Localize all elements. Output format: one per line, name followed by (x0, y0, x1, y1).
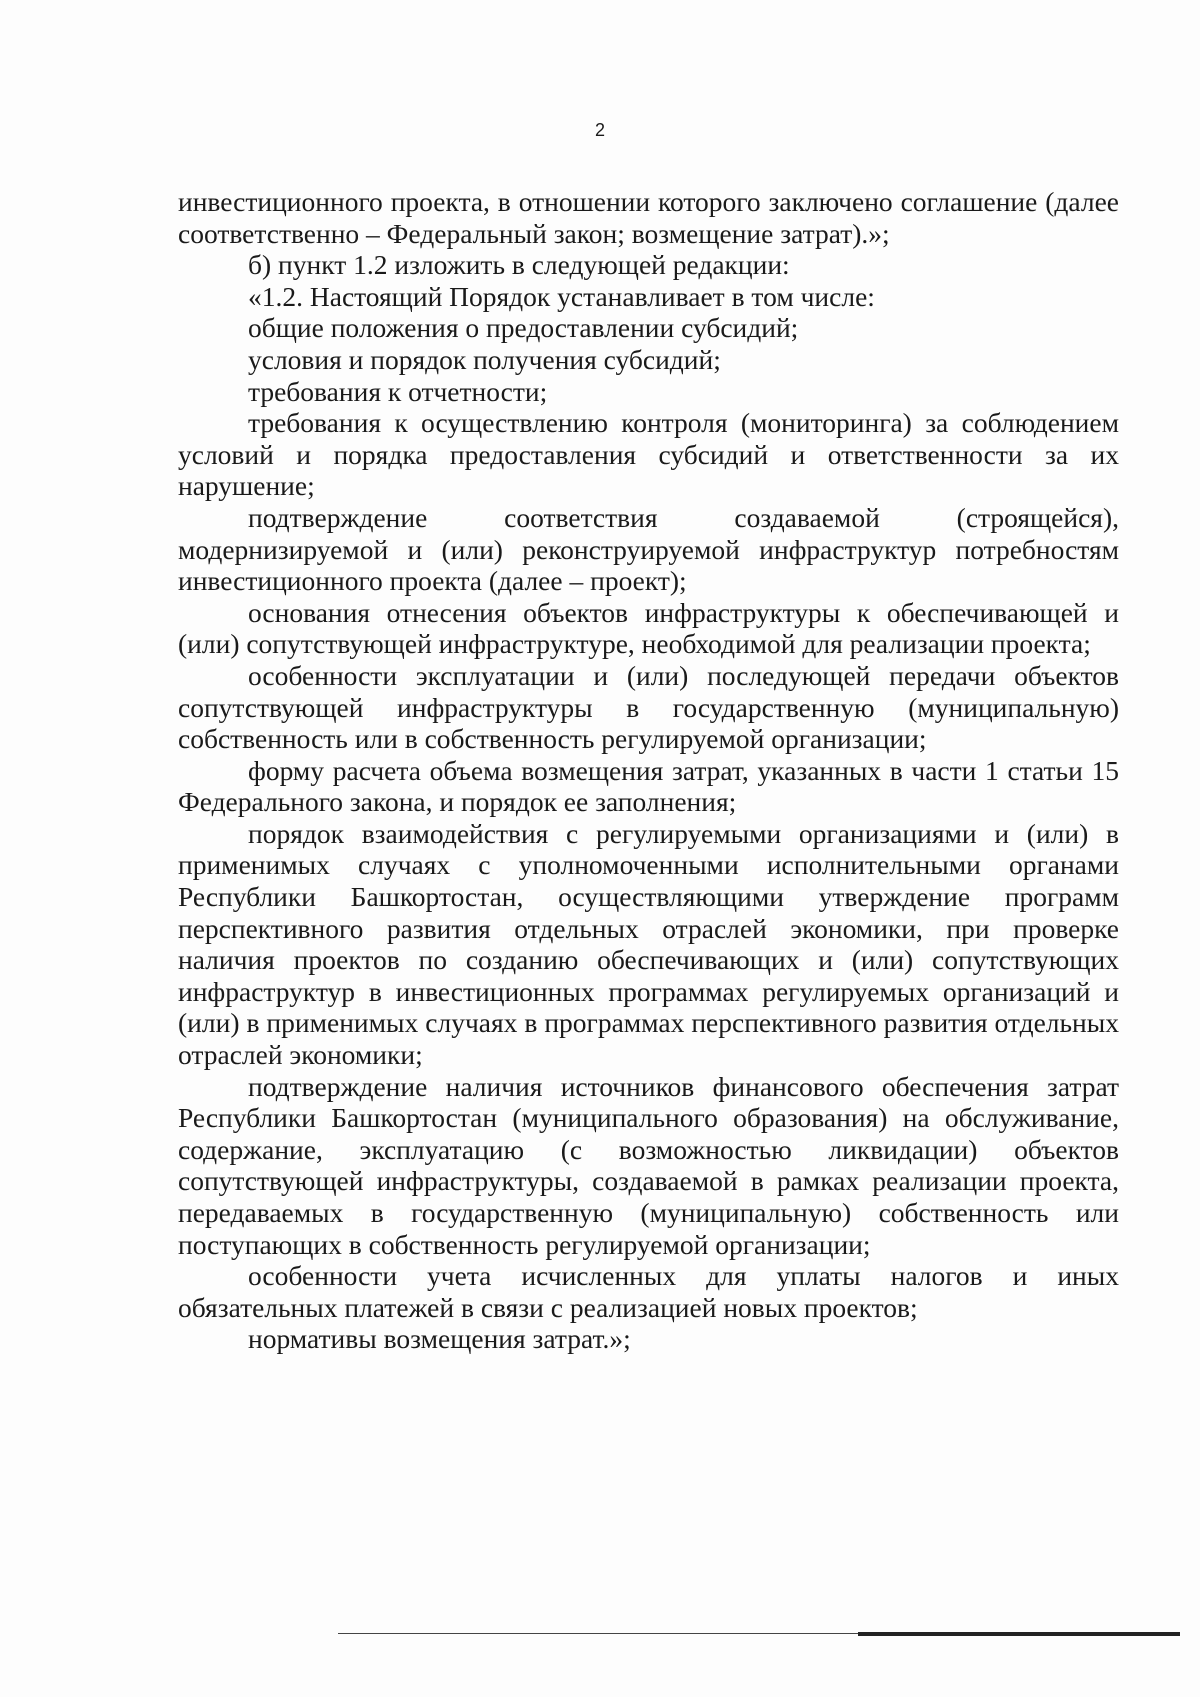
paragraph-clause-1-2: «1.2. Настоящий Порядок устанавливает в том числе: (248, 280, 875, 312)
list-item: требования к осуществлению контроля (мониторинга) за соблюдением условий и порядка предоставления субсидий и ответственности за их нарушение; (178, 407, 1119, 502)
list-item: порядок взаимодействия с регулируемыми организациями и (или) в применимых случаях с уполномоченными исполнительными органами Республики Башкортостан, осуществляющими утверждение программ перспективного развития отдельных отраслей экономики, при проверке наличия проектов по созданию обеспечивающих и (или) сопутствующих инфраструктур в инвестиционных программах регулируемых организаций и (или) в применимых случаях в программах перспективного развития отдельных отраслей экономики; (178, 817, 1119, 1071)
list-item: общие положения о предоставлении субсидий; (248, 312, 799, 344)
list-item: подтверждение соответствия создаваемой (строящейся), модернизируемой и (или) реконструируемой инфраструктур потребностям инвестиционного проекта (далее – проект); (178, 501, 1119, 597)
list-item: особенности учета исчисленных для уплаты налогов и иных обязательных платежей в связи с реализацией новых проектов; (178, 1260, 1119, 1323)
paragraph-item-b: б) пункт 1.2 изложить в следующей редакции: (248, 249, 790, 281)
list-item: подтверждение наличия источников финансового обеспечения затрат Республики Башкортостан (муниципального образования) на обслуживание, содержание, эксплуатацию (с возможностью ликвидации) объектов сопутствующей инфраструктуры, создаваемой в рамках реализации проекта, передаваемых в государственную (муниципальную) собственность или поступающих в собственность регулируемой организации; (178, 1070, 1119, 1260)
list-item: условия и порядок получения субсидий; (248, 343, 721, 375)
document-body (178, 186, 1119, 1355)
page-number: 2 (594, 120, 605, 140)
list-item: особенности эксплуатации и (или) последующей передачи объектов сопутствующей инфраструктуры в государственную (муниципальную) собственность или в собственность регулируемой организации; (178, 659, 1119, 755)
list-item: форму расчета объема возмещения затрат, указанных в части 1 статьи 15 Федерального закона, и порядок ее заполнения; (178, 754, 1119, 818)
list-item: требования к отчетности; (248, 375, 548, 407)
list-item: основания отнесения объектов инфраструктуры к обеспечивающей и (или) сопутствующей инфраструктуре, необходимой для реализации проекта; (178, 596, 1119, 660)
footer-rule-thick (858, 1632, 1180, 1636)
paragraph-continuation: инвестиционного проекта, в отношении которого заключено соглашение (далее соответственно – Федеральный закон; возмещение затрат).»; (178, 186, 1119, 249)
list-item: нормативы возмещения затрат.»; (248, 1323, 631, 1355)
footer-rule-thin (338, 1633, 858, 1634)
